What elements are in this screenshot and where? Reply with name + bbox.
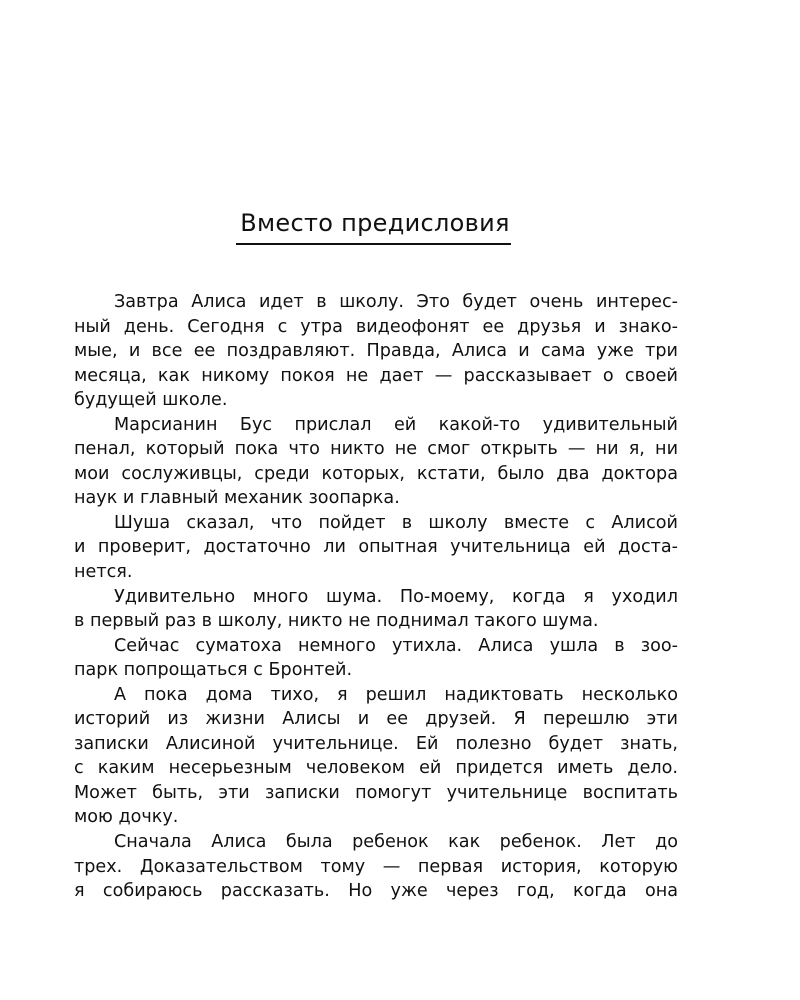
paragraph xyxy=(74,413,678,511)
text-line: Удивительно много шума. По-моему, когда я уходил xyxy=(114,586,678,607)
text-line: историй из жизни Алисы и ее друзей. Я перешлю эти xyxy=(74,709,678,730)
text-line: и проверит, достаточно ли опытная учительница ей доста- xyxy=(74,537,678,558)
text-line: ный день. Сегодня с утра видеофонят ее друзья и знако- xyxy=(74,316,678,337)
text-line: мые, и все ее поздравляют. Правда, Алиса и сама уже три xyxy=(74,341,678,362)
text-line: Завтра Алиса идет в школу. Это будет очень интерес- xyxy=(114,292,678,312)
paragraph xyxy=(74,683,678,830)
text-line: будущей школе. xyxy=(74,390,228,411)
text-line: я собираюсь рассказать. Но уже через год, когда она xyxy=(74,881,678,902)
text-line: Сначала Алиса была ребенок как ребенок. Лет до xyxy=(114,832,678,853)
paragraph xyxy=(74,634,678,683)
title-underline xyxy=(236,243,511,245)
text-line: в первый раз в школу, никто не поднимал такого шума. xyxy=(74,611,599,632)
paragraph xyxy=(74,830,678,904)
text-line: Шуша сказал, что пойдет в школу вместе с Алисой xyxy=(114,512,678,533)
text-line: пенал, который пока что никто не смог открыть — ни я, ни xyxy=(74,439,678,460)
text-line: парк попрощаться с Бронтей. xyxy=(74,660,353,681)
chapter-title: Вместо предисловия xyxy=(240,209,510,237)
text-line: мои сослуживцы, среди которых, кстати, было два доктора xyxy=(74,463,678,484)
text-line: записки Алисиной учительнице. Ей полезно будет знать, xyxy=(74,733,678,754)
text-line: А пока дома тихо, я решил надиктовать несколько xyxy=(114,684,678,705)
paragraph xyxy=(74,585,678,634)
text-line: наук и главный механик зоопарка. xyxy=(74,488,400,509)
text-line: мою дочку. xyxy=(74,807,179,828)
paragraph xyxy=(74,511,678,585)
body-text xyxy=(74,290,678,904)
text-line: нется. xyxy=(74,562,133,583)
text-line: месяца, как никому покоя не дает — рассказывает о своей xyxy=(74,365,678,386)
text-line: с каким несерьезным человеком ей придется иметь дело. xyxy=(74,758,678,779)
paragraph xyxy=(74,290,678,413)
text-line: трех. Доказательством тому — первая история, которую xyxy=(74,856,678,877)
text-line: Сейчас суматоха немного утихла. Алиса ушла в зоо- xyxy=(114,635,678,656)
text-line: Может быть, эти записки помогут учительнице воспитать xyxy=(74,782,678,803)
text-line: Марсианин Бус прислал ей какой-то удивительный xyxy=(114,414,678,435)
